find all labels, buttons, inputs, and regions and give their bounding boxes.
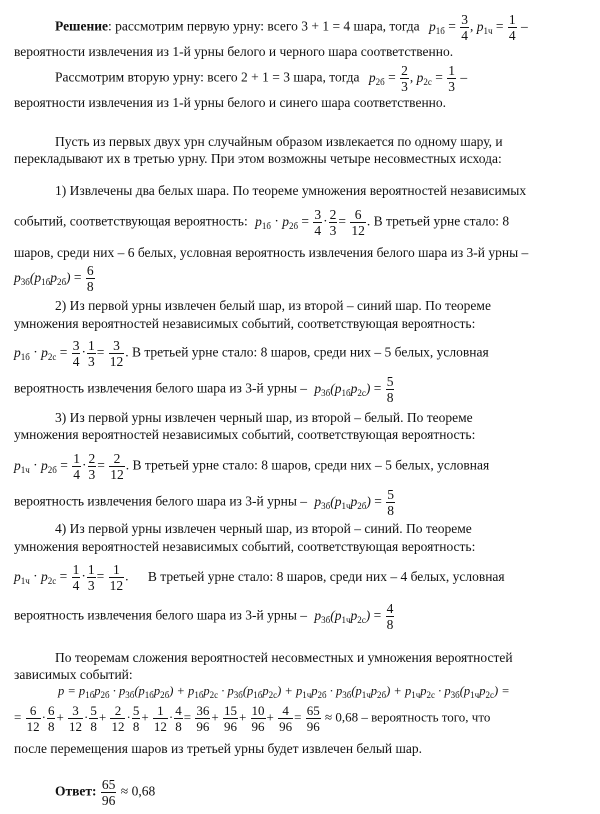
fraction: $\frac{1}{4}$ bbox=[72, 562, 80, 593]
fraction: $\frac{3}{4}$ bbox=[461, 12, 468, 43]
case4-line2: умножения вероятностей независимых событий, соответствующая вероятность: bbox=[14, 539, 476, 554]
fraction: $\frac{1}{4}$ bbox=[508, 12, 516, 43]
fraction: $\frac{1}{3}$ bbox=[87, 338, 95, 369]
case4-line1: 4) Из первой урны извлечен черный шар, из второй – синий. По теореме bbox=[55, 521, 472, 536]
urn1-text2: вероятности извлечения из 1-й урны белого и черного шара соответственно. bbox=[14, 44, 454, 59]
fraction: $\frac{1}{12}$ bbox=[109, 562, 124, 593]
fraction: $\frac{1}{3}$ bbox=[87, 562, 95, 593]
intro-line2: перекладывают их в третью урну. При этом возможны четыре несовместных исхода: bbox=[14, 151, 502, 166]
urn2-text2: вероятности извлечения из 1-й урны белого и синего шара соответственно. bbox=[14, 95, 447, 110]
fraction: $\frac{2}{3}$ bbox=[401, 63, 408, 94]
fraction: $\frac{2}{3}$ bbox=[88, 451, 96, 482]
fraction: $\frac{3}{12}$ bbox=[109, 338, 124, 369]
total-formula: $p = p_{1б}p_{2б} \cdot p_{3б}(p_{1б}p_{2б}) + p_{1б}p_{2с} \cdot p_{3б}(p_{1б}p_{2с}) + p_{1ч}p_{2б} \cdot p_{3б}(p_{1ч}p_{2б}) + p_{1ч}p_{2с} \cdot p_{3б}(p_{1ч}p_{2с})$ = bbox=[58, 684, 510, 700]
fraction: $\frac{5}{8}$ bbox=[386, 374, 394, 405]
case3-line2: умножения вероятностей независимых событий, соответствующая вероятность: bbox=[14, 427, 476, 442]
total-tail2: после перемещения шаров из третьей урны будет извлечен белый шар. bbox=[14, 741, 423, 756]
urn2-line: Рассмотрим вторую урну: всего 2 + 1 = 3 шара, тогда $p_{2б}$ = $\frac{2}{3}$ , $p_{2с}$ = $\frac{1}{3}$ – bbox=[55, 63, 468, 94]
answer-approx: ≈ 0,68 bbox=[120, 783, 156, 799]
fraction: $\frac{1}{4}$ bbox=[73, 451, 80, 482]
fraction: $\frac{3}{4}$ bbox=[72, 338, 80, 369]
case2-line1: 2) Из первой урны извлечен белый шар, из второй – синий шар. По теореме bbox=[55, 298, 491, 313]
case2-line3: $p_{1б} \cdot p_{2с}$ = $\frac{3}{4}$ · $\frac{1}{3}$ = $\frac{3}{12}$ . В третьей урне стало: 8 шаров, среди них – 5 белых, условная bbox=[14, 338, 489, 369]
total-line2: зависимых событий: bbox=[14, 667, 133, 682]
fraction: $\frac{6}{12}$ bbox=[351, 207, 365, 238]
answer-line bbox=[55, 777, 155, 808]
case2-line2: умножения вероятностей независимых событий, соответствующая вероятность: bbox=[14, 316, 476, 331]
case4-line4: вероятность извлечения белого шара из 3-й урны – $p_{3б}(p_{1ч}p_{2с})$ = $\frac{4}{8}$ bbox=[14, 601, 394, 632]
case3-line1: 3) Из первой урны извлечен черный шар, из второй – белый. По теореме bbox=[55, 410, 473, 425]
answer-fraction: $\frac{65}{96}$ bbox=[101, 777, 116, 808]
fraction: $\frac{4}{8}$ bbox=[386, 601, 394, 632]
fraction: $\frac{5}{8}$ bbox=[387, 487, 395, 518]
case3-line4: вероятность извлечения белого шара из 3-й урны – $p_{3б}(p_{1ч}p_{2б})$ = $\frac{5}{8}$ bbox=[14, 487, 395, 518]
case1-line3: шаров, среди них – 6 белых, условная вероятность извлечения белого шара из 3-й урны – bbox=[14, 245, 529, 260]
fraction: $\frac{6}{8}$ bbox=[86, 263, 94, 294]
urn1-line: Решение: рассмотрим первую урну: всего 3 + 1 = 4 шара, тогда $p_{1б}$ = $\frac{3}{4}$ , $p_{1ч}$ = $\frac{1}{4}$ – bbox=[55, 12, 528, 43]
intro-line1: Пусть из первых двух урн случайным образом извлекается по одному шару, и bbox=[55, 134, 503, 149]
solution-label: Решение bbox=[55, 18, 108, 34]
case1-line2: событий, соответствующая вероятность: $p_{1б} \cdot p_{2б}$ = $\frac{3}{4}$ · $\frac{2}{3}$ = $\frac{6}{12}$ . В третьей урне стало: 8 bbox=[14, 207, 510, 238]
case2-line4: вероятность извлечения белого шара из 3-й урны – $p_{3б}(p_{1б}p_{2с})$ = $\frac{5}{8}$ bbox=[14, 374, 394, 405]
total-line1: По теоремам сложения вероятностей несовместных и умножения вероятностей bbox=[55, 650, 513, 665]
fraction: $\frac{2}{12}$ bbox=[110, 451, 124, 482]
answer-label: Ответ: bbox=[55, 783, 97, 799]
total-sum: = $\frac{6}{12}$ · $\frac{6}{8}$ + $\frac{3}{12}$ · $\frac{5}{8}$ + $\frac{2}{12}$ · $\frac{5}{8}$ + $\frac{1}{12}$ · $\frac{4}{8}$ = $\frac{36}{96}$ + $\frac{15}{96}$ + $\frac{10}{96}$ + $\frac{4}{96}$ = $\frac{65}{96}$ ≈ 0,68 – вероятность того, что bbox=[14, 703, 491, 734]
case1-cond: $p_{3б}(p_{1б}p_{2б})$ = $\frac{6}{8}$ bbox=[14, 263, 94, 294]
case1-line1: 1) Извлечены два белых шара. По теореме умножения вероятностей независимых bbox=[55, 183, 527, 198]
fraction: $\frac{3}{4}$ bbox=[314, 207, 322, 238]
fraction: $\frac{1}{3}$ bbox=[448, 63, 455, 94]
fraction: $\frac{2}{3}$ bbox=[329, 207, 337, 238]
case3-line3: $p_{1ч} \cdot p_{2б}$ = $\frac{1}{4}$ · $\frac{2}{3}$ = $\frac{2}{12}$ . В третьей урне стало: 8 шаров, среди них – 5 белых, условная bbox=[14, 451, 490, 482]
case4-line3: $p_{1ч} \cdot p_{2с}$ = $\frac{1}{4}$ · $\frac{1}{3}$ = $\frac{1}{12}$ . В третьей урне стало: 8 шаров, среди них – 4 белых, условная bbox=[14, 562, 505, 593]
